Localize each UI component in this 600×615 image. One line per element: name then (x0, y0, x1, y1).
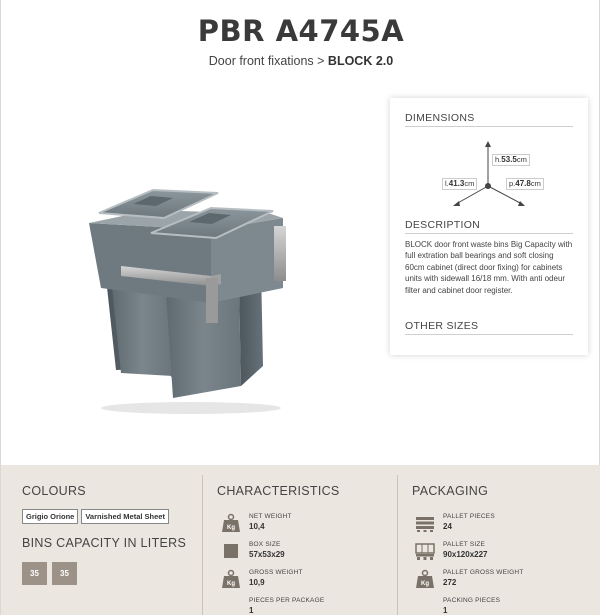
pallet-size-icon (415, 541, 435, 561)
column-divider (397, 475, 398, 615)
pallet-size-spec: PALLET SIZE 90x120x227 (415, 540, 575, 564)
column-divider (202, 475, 203, 615)
packing-pieces-spec: PACKING PIECES 1 (443, 597, 501, 615)
box-icon (221, 541, 241, 561)
dimension-axes-icon (428, 138, 558, 210)
specs-band (1, 465, 600, 615)
breadcrumb (1, 54, 600, 68)
description-heading: DESCRIPTION (405, 219, 481, 231)
pieces-per-package-spec: PIECES PER PACKAGE 1 (249, 597, 325, 615)
weight-icon (221, 513, 241, 533)
product-image (61, 118, 371, 448)
divider (405, 334, 573, 335)
weight-icon (415, 569, 435, 589)
colour-chip[interactable]: Grigio Orione (22, 509, 78, 524)
length-dimension: l.41.3cm (442, 178, 477, 190)
pallet-pieces-spec: PALLET PIECES 24 (415, 512, 575, 536)
weight-icon (221, 569, 241, 589)
info-card (390, 98, 588, 355)
svg-text:Kg: Kg (227, 525, 235, 531)
colours-heading: COLOURS (22, 484, 86, 498)
waste-bin-illustration (61, 118, 371, 448)
capacity-list (22, 562, 77, 585)
divider (405, 233, 573, 234)
packaging-heading: PACKAGING (412, 484, 489, 498)
height-dimension: h.53.5cm (492, 154, 530, 166)
box-size-spec: BOX SIZE 57x53x29 (221, 540, 381, 564)
depth-dimension: p.47.8cm (506, 178, 544, 190)
gross-weight-spec: Kg GROSS WEIGHT 10,9 (221, 568, 381, 592)
breadcrumb-current: BLOCK 2.0 (327, 54, 394, 68)
net-weight-spec: Kg NET WEIGHT 10,4 (221, 512, 381, 536)
characteristics-heading: CHARACTERISTICS (217, 484, 340, 498)
svg-text:Kg: Kg (421, 581, 429, 587)
page-title: PBR A4745A (197, 14, 405, 48)
svg-text:Kg: Kg (227, 581, 235, 587)
dimensions-heading: DIMENSIONS (405, 112, 475, 124)
description-text: BLOCK door front waste bins Big Capacity with full extration ball bearings and soft closing 60cm cabinet (direct door fixing) for cabinets units with sidewall 16/18 mm. With anti odeur filter and cabinet door register. (405, 240, 573, 295)
colour-chip[interactable]: Varnished Metal Sheet (81, 509, 169, 524)
pallet-gross-weight-spec: Kg PALLET GROSS WEIGHT 272 (415, 568, 575, 592)
breadcrumb-category[interactable]: Door front fixations > (208, 54, 328, 68)
bins-capacity-heading: BINS CAPACITY IN LITERS (22, 536, 187, 550)
capacity-badge: 35 (22, 562, 47, 585)
dimensions-diagram (428, 138, 558, 210)
pallet-icon (415, 513, 435, 533)
other-sizes-heading[interactable]: OTHER SIZES (405, 320, 479, 332)
divider (405, 126, 573, 127)
colour-list (22, 509, 169, 524)
capacity-badge: 35 (52, 562, 77, 585)
